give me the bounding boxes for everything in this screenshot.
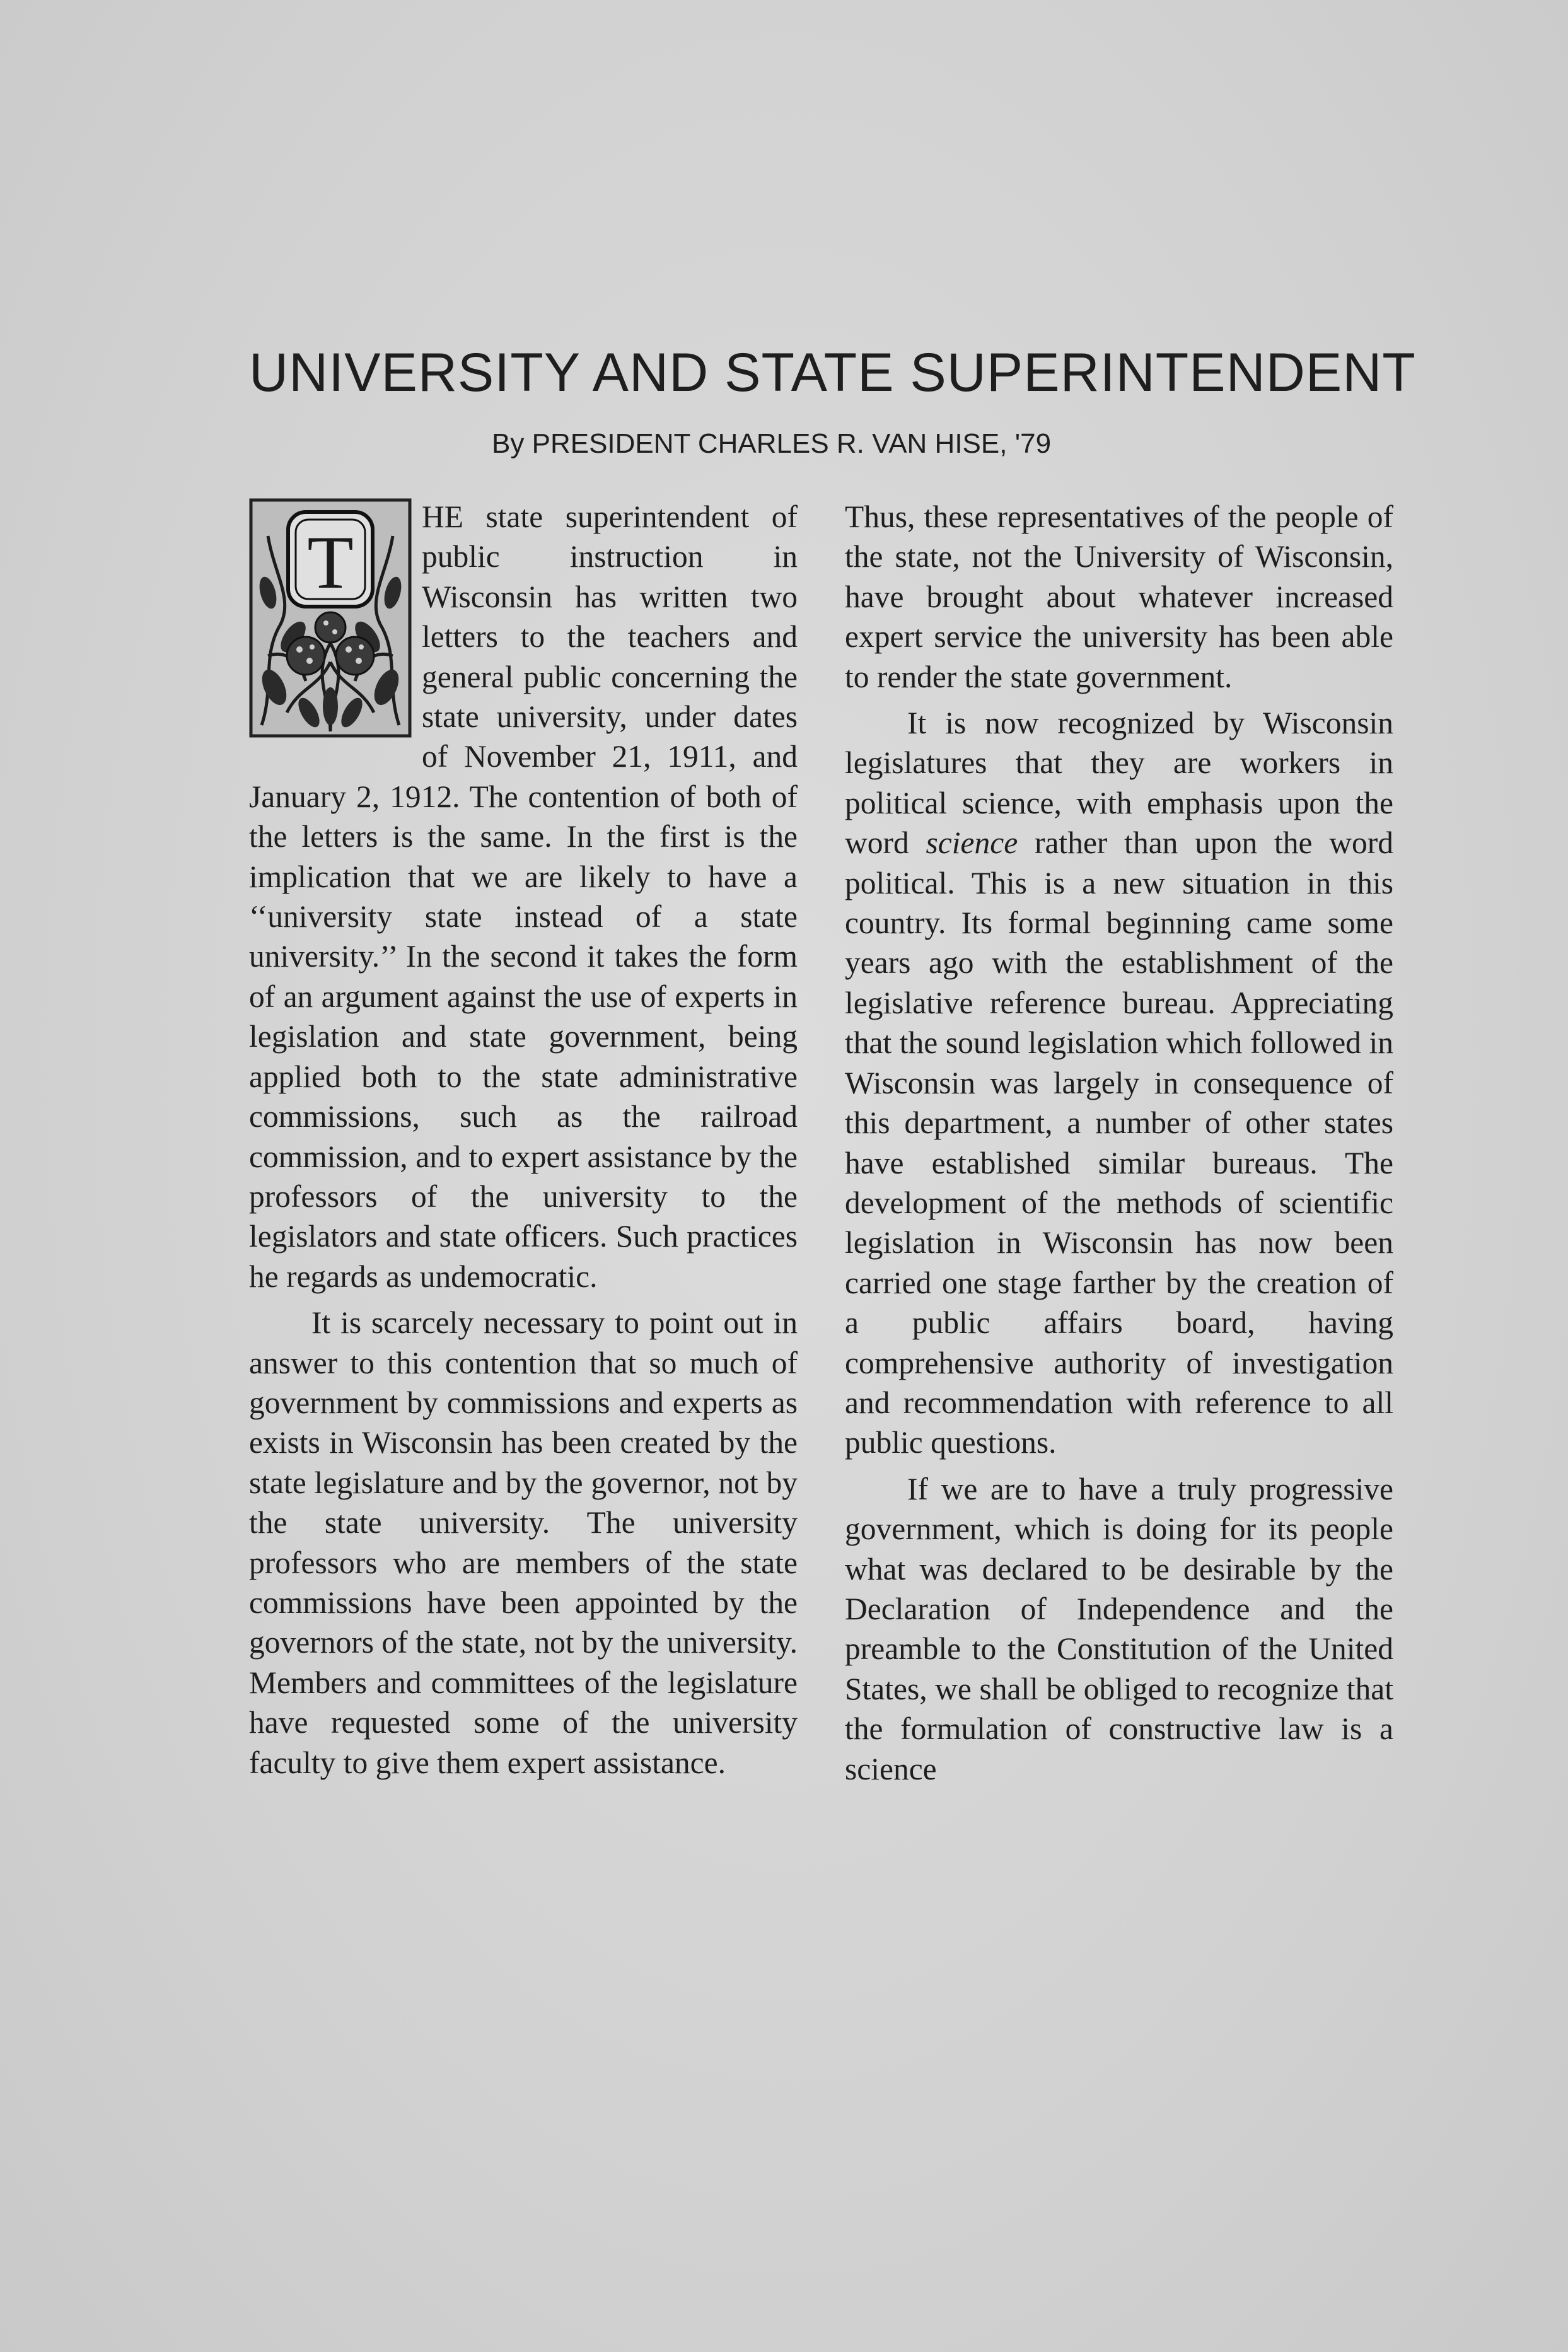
right-column: [845, 497, 1393, 1789]
byline-by: By: [492, 428, 525, 459]
article-title: UNIVERSITY AND STATE SUPERINTENDENT: [249, 342, 1416, 403]
right-paragraph-3: If we are to have a truly progressive government, which is doing for its people what was declared to be desirable by the Declaration of Independence and the preamble to the Constitution of the United States, we shall be obliged to recognize that the formulation of constructive law is a science: [845, 1471, 1393, 1786]
left-column: [249, 497, 798, 1783]
dropcap-letter: T: [307, 520, 354, 604]
italic-word-science: science: [926, 825, 1018, 861]
byline-author: PRESIDENT CHARLES R. VAN HISE, '79: [531, 428, 1052, 459]
right-paragraph-2: [845, 703, 1393, 1463]
article-byline: [492, 430, 1248, 458]
left-paragraph-2: It is scarcely necessary to point out in answer to this contention that so much of government by commissions and experts as exists in Wisconsin has been created by the state legislature and by the governor, not by the state university. The university professors who are members of the state commissions have been appointed by the governors of the state, not by the university. Members and committees of the legislature have requested some of the university faculty to give them expert assistance.: [249, 1305, 798, 1780]
right-paragraph-1: Thus, these representatives of the people of the state, not the University of Wisconsin, have brought about whatever increased expert service the university has been able to render the state government.: [845, 499, 1393, 694]
left-paragraph-1: HE state superintendent of public instruction in Wisconsin has written two letters to the teachers and general public concerning the state university, under dates of November 21, 1911, and January 2, 1912. The contention of both of the letters is the same. In the first is the implication that we are likely to have a ‘‘university state instead of a state university.’’ In the second it takes the form of an argument against the use of experts in legislation and state government, being applied both to the state administrative commissions, such as the railroad commission, and to expert assistance by the professors of the university to the legislators and state officers. Such practices he regards as undemocratic.: [249, 499, 798, 1294]
right-paragraph-2-end: rather than upon the word political. This is a new situation in this country. Its formal beginning came some years ago with the establishment of the legislative reference bureau. Appreciating that the sound legislation which followed in Wisconsin was largely in consequence of this department, a number of other states have established similar bureaus. The development of the methods of scientific legislation in Wisconsin has now been carried one stage farther by the creation of a public affairs board, having comprehensive authority of investigation and recommendation with reference to all public questions.: [845, 825, 1393, 1460]
ornamental-dropcap: [249, 498, 412, 738]
foliage-ornament-icon: [249, 498, 412, 738]
right-paragraph-2-start: It is now recognized by Wisconsin legislatures that they are workers in political science, with emphasis upon the word: [845, 706, 1393, 861]
